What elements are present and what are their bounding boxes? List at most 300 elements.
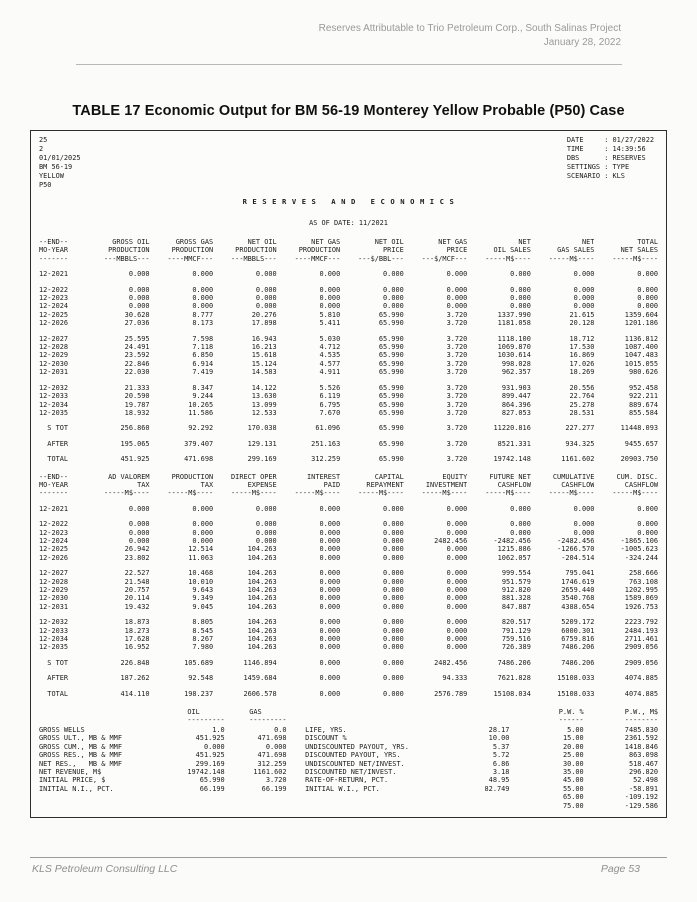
cell: 3.720 [446,351,468,360]
cell: 820.517 [501,618,531,627]
cell: 13.099 [251,400,277,409]
cell: 17.898 [251,319,277,328]
cell: 11.586 [188,408,214,417]
cell: 5209.172 [561,618,595,627]
pw-ms-value: -58.891 [628,784,658,793]
summary-row [39,768,658,776]
cell: 0.000 [446,618,468,627]
cell [509,760,528,768]
cell: 20.128 [569,319,595,328]
column-header [86,473,150,498]
cell: 0.000 [637,528,658,537]
cell: 104.263 [247,618,277,627]
cell: 20.556 [569,383,595,392]
cell: 889.674 [628,400,658,409]
cell: 170.038 [247,424,277,433]
cell: 65.990 [378,439,404,448]
cell: 0.000 [255,504,277,513]
economics-summary [39,708,658,810]
cell [466,708,509,716]
summary-label [39,793,163,801]
column-header-line: REPAYMENT [366,480,404,489]
cell: 2484.193 [624,626,658,635]
cell: 0.000 [319,553,341,562]
summary-value: 5.37 [492,742,510,751]
cell: 0.000 [255,528,277,537]
cell: 9.349 [192,594,214,603]
cell: 7.419 [192,368,214,377]
column-header [531,238,595,263]
column-header-line: TAX [137,480,150,489]
footer-divider [30,857,667,858]
cell [287,802,306,810]
gas-value: 471.698 [257,751,287,760]
cell: 7.980 [192,643,214,652]
cell: 0.000 [383,635,404,644]
cell: 15108.033 [557,674,595,683]
table-row [39,562,658,577]
column-header-line: ---$/BBL--- [358,254,404,263]
cell: -1865.106 [620,536,658,545]
cell: 0.000 [255,536,277,545]
table-row [39,586,658,594]
cell: 0.000 [383,658,404,667]
run-info-line: DATE : 01/27/2022 [566,136,654,144]
table-row [39,627,658,635]
cell: 6.119 [319,392,341,401]
cell: 4.577 [319,359,341,368]
column-header-line: -----M$---- [485,489,531,498]
cell: 0.000 [510,528,531,537]
cell: 6000.301 [561,626,595,635]
summary-label: LIFE, YRS. [305,725,347,734]
cell: 0.000 [446,520,468,529]
cell: 0.000 [192,536,214,545]
cell: 104.263 [247,569,277,578]
cell: 65.990 [378,455,404,464]
cell: 0.000 [446,294,468,303]
cell: 27.036 [124,319,150,328]
cell: 1062.057 [497,553,531,562]
cell: 9.045 [192,602,214,611]
cell: 7486.206 [561,658,595,667]
cell: 999.554 [501,569,531,578]
cell: 104.263 [247,643,277,652]
cell: 9.244 [192,392,214,401]
column-header-line: NET [581,238,595,246]
pw-pct-value: 20.00 [562,742,584,751]
cell: 1136.812 [624,334,658,343]
cell: 0.000 [510,294,531,303]
cell [509,768,528,776]
oil-value: 19742.148 [187,767,225,776]
summary-label: INITIAL PRICE, $ [39,776,106,785]
cell: 25.278 [569,400,595,409]
cell [287,785,306,793]
cell: 0.000 [192,302,214,311]
oil-value: 66.199 [199,784,225,793]
run-info-line: YELLOW [39,172,64,180]
cell: 8.777 [192,310,214,319]
cell: 65.990 [378,343,404,352]
pw-ms-value: 52.498 [633,776,658,785]
cell: -204.514 [561,553,595,562]
cell: 0.000 [383,643,404,652]
table-row [39,328,658,343]
column-header [213,238,277,263]
cell [39,708,163,716]
cell: 0.000 [573,270,595,279]
column-header-line: -----M$---- [612,489,658,498]
table-row [39,603,658,611]
pw-pct-value: 35.00 [562,767,584,776]
column-header-line: PRODUCTION [171,246,214,255]
cell: 0.000 [637,294,658,303]
cell: 0.000 [319,536,341,545]
cell: 0.000 [319,674,341,683]
cell [509,776,528,784]
cell: 16.213 [251,343,277,352]
cell: 104.263 [247,602,277,611]
column-header-line: NET OIL [247,238,277,246]
table-row [39,683,658,698]
row-label: TOTAL [39,455,69,464]
cell: 0.000 [510,504,531,513]
cell: 922.211 [628,392,658,401]
column-header-line: NET GAS [438,238,468,246]
column-header-line: CASHFLOW [497,480,531,489]
cell: 0.000 [319,270,341,279]
cell: 4074.885 [624,674,658,683]
column-header [213,473,277,498]
row-label: 12-2022 [39,285,69,294]
cell: 414.110 [120,689,150,698]
column-header-line: ------- [39,254,69,263]
cell: 23.802 [124,553,150,562]
cell [466,716,509,724]
cell: 2659.440 [561,586,595,594]
cell: 16.952 [124,643,150,652]
cell [305,716,466,724]
cell: -2482.456 [557,536,595,545]
cell [509,743,528,751]
cell: 65.990 [378,368,404,377]
summary-label: NET RES., MB & MMF [39,759,122,768]
cell: 6.850 [192,351,214,360]
row-label: 12-2031 [39,602,69,611]
cell: 65.990 [378,383,404,392]
column-header-line: -----M$---- [548,489,595,498]
cell: 2576.789 [434,689,468,698]
row-label: 12-2022 [39,520,69,529]
cell: 0.000 [383,594,404,603]
row-label: 12-2034 [39,635,69,644]
table-row [39,498,658,513]
summary-row [39,716,658,724]
cell: 3.720 [446,343,468,352]
column-header-line: AD VALOREM [108,472,150,481]
run-info [39,136,658,190]
cell: 0.000 [383,520,404,529]
row-label: 12-2033 [39,392,69,401]
summary-value: 82.749 [484,784,510,793]
cell: 0.000 [383,626,404,635]
summary-label [39,802,163,810]
cell: 61.096 [315,424,341,433]
cell: 0.000 [446,504,468,513]
cell: 4388.654 [561,602,595,611]
cell: 0.000 [446,569,468,578]
column-header-line: -----M$---- [548,254,595,263]
cell: --------- [249,716,287,725]
cell: 65.990 [378,408,404,417]
cell: 0.000 [637,285,658,294]
run-info-line: 25 [39,136,48,144]
cell: 2711.461 [624,635,658,644]
cell: 9.643 [192,586,214,594]
cell: 65.990 [378,351,404,360]
table-row [39,537,658,545]
table-row [39,667,658,682]
cell: 20.590 [124,392,150,401]
row-label: AFTER [39,674,69,683]
row-label: S TOT [39,424,69,433]
cell [509,734,528,742]
cell: -------- [624,716,658,725]
table-row [39,319,658,327]
cell: 18.932 [124,408,150,417]
cell: 0.000 [446,586,468,594]
cell: 26.942 [124,545,150,554]
oil-value: 451.925 [195,734,225,743]
cell: 8.545 [192,626,214,635]
row-label: 12-2027 [39,334,69,343]
cell: 1926.753 [624,602,658,611]
table-row [39,545,658,553]
cell: 92.548 [188,674,214,683]
summary-value [466,802,509,810]
cell: 15108.033 [557,689,595,698]
cell: 129.131 [247,439,277,448]
column-header-line: TAX [200,480,214,489]
cell: 0.000 [128,528,150,537]
summary-label: GROSS WELLS [39,725,85,734]
cell: 1047.483 [624,351,658,360]
column-header-line: CASHFLOW [561,480,595,489]
table-row [39,529,658,537]
column-header-line: INVESTMENT [425,480,468,489]
cell: 256.860 [120,424,150,433]
cell: 18.712 [569,334,595,343]
cell: 30.628 [124,310,150,319]
cell: 0.000 [446,528,468,537]
cell: 6.795 [319,400,341,409]
table-row [39,554,658,562]
cell: 4.911 [319,368,341,377]
cell: 15.124 [251,359,277,368]
cell: 20903.750 [620,455,658,464]
cell: 20.757 [124,586,150,594]
cell: 3.720 [446,408,468,417]
cell: 104.263 [247,594,277,603]
cell [509,751,528,759]
cell [287,708,306,716]
cell: 4074.885 [624,689,658,698]
cell: 0.000 [319,294,341,303]
cell: 881.328 [501,594,531,603]
column-header [277,238,341,263]
cell: 0.000 [637,270,658,279]
summary-row [39,760,658,768]
cell: 17.026 [569,359,595,368]
column-header-line: ----MMCF--- [294,254,341,263]
cell: 0.000 [319,635,341,644]
row-label: 12-2035 [39,408,69,417]
table-row [39,368,658,376]
cell: 912.820 [501,586,531,594]
cell [509,793,528,801]
cell: 0.000 [383,536,404,545]
column-header-line: -----M$---- [485,254,531,263]
cell: 0.000 [383,302,404,311]
run-info-line: 01/01/2025 [39,154,81,162]
cell: 0.000 [573,528,595,537]
header-line-2: January 28, 2022 [543,37,621,48]
column-header-line: PRODUCTION [235,246,277,255]
cell: 2482.456 [434,536,468,545]
cell: 0.000 [319,528,341,537]
cell: 8.805 [192,618,214,627]
pw-pct-value: 45.00 [562,776,584,785]
cell: 104.263 [247,545,277,554]
cell: 1015.055 [624,359,658,368]
gas-column-header: GAS [249,708,287,717]
cell: 0.000 [319,626,341,635]
column-header-line: PRICE [383,246,404,255]
cell: 104.263 [247,586,277,594]
cell: 1359.604 [624,310,658,319]
cell: 65.990 [378,400,404,409]
cell: 5.526 [319,383,341,392]
cell: 18.269 [569,368,595,377]
table-row [39,652,658,667]
column-header-line: INTEREST [307,472,341,481]
cell: 0.000 [255,520,277,529]
column-header-line: -----M$---- [358,489,404,498]
cell [509,708,528,716]
cell: 1215.886 [497,545,531,554]
cell: 0.000 [128,285,150,294]
cell: 65.990 [378,359,404,368]
summary-label: GROSS CUM., MB & MMF [39,742,122,751]
gas-value: 3.720 [265,776,287,785]
row-label: 12-2027 [39,569,69,578]
table-row [39,578,658,586]
gas-value: 66.199 [261,784,287,793]
table-row [39,417,658,432]
row-label: 12-2026 [39,553,69,562]
cell: 0.000 [446,602,468,611]
cell: 0.000 [128,302,150,311]
row-label: 12-2031 [39,368,69,377]
cell: 3540.768 [561,594,595,603]
row-label: 12-2025 [39,545,69,554]
cell: 763.108 [628,577,658,586]
cell: 24.491 [124,343,150,352]
table-row [39,311,658,319]
cell: 0.000 [510,302,531,311]
cell: 0.000 [128,270,150,279]
cell: 0.000 [446,545,468,554]
cell: 22.030 [124,368,150,377]
row-label: 12-2035 [39,643,69,652]
cell: 379.407 [184,439,214,448]
economics-report-box [30,130,667,818]
cell: 1161.602 [561,455,595,464]
cell: 0.000 [192,504,214,513]
cell: 0.000 [192,528,214,537]
summary-row [39,743,658,751]
table-row [39,513,658,528]
column-header-line: OIL SALES [493,246,531,255]
table-row [39,377,658,392]
oil-value: 299.169 [195,759,225,768]
cell: 952.458 [628,383,658,392]
cell [509,802,528,810]
page-header [319,22,621,50]
table-row [39,392,658,400]
summary-value: 28.17 [488,725,510,734]
cell: 3.720 [446,359,468,368]
cell: 0.000 [446,594,468,603]
pw-pct-value: 25.00 [562,751,584,760]
cell: 4.535 [319,351,341,360]
column-header [594,238,658,263]
column-header-line: MO-YEAR [39,246,69,255]
cell: 14.583 [251,368,277,377]
cell: 0.000 [637,520,658,529]
pw-ms-value: 1418.846 [624,742,658,751]
column-header-line: -----M$---- [103,489,150,498]
cell: 19.787 [124,400,150,409]
cell: 0.000 [383,618,404,627]
cell: 25.595 [124,334,150,343]
cell: 0.000 [192,285,214,294]
row-label: 12-2024 [39,302,69,311]
pw-ms-value: 296.820 [628,767,658,776]
cell: 15.618 [251,351,277,360]
cell: 0.000 [319,520,341,529]
column-header [39,238,86,263]
run-info-left [39,136,81,190]
cell: 931.903 [501,383,531,392]
cell: 10.010 [188,577,214,586]
oil-value: 451.925 [195,751,225,760]
cell: 0.000 [510,270,531,279]
column-header [150,473,214,498]
oil-value: 1.0 [212,725,225,734]
oil-value: 0.000 [203,742,225,751]
cell: 12.514 [188,545,214,554]
cell: 5.030 [319,334,341,343]
summary-row [39,785,658,793]
cell [305,708,466,716]
cell: 0.000 [319,577,341,586]
oil-value [163,793,225,801]
table-row [39,635,658,643]
cell: 1146.894 [243,658,277,667]
row-label: 12-2021 [39,270,69,279]
